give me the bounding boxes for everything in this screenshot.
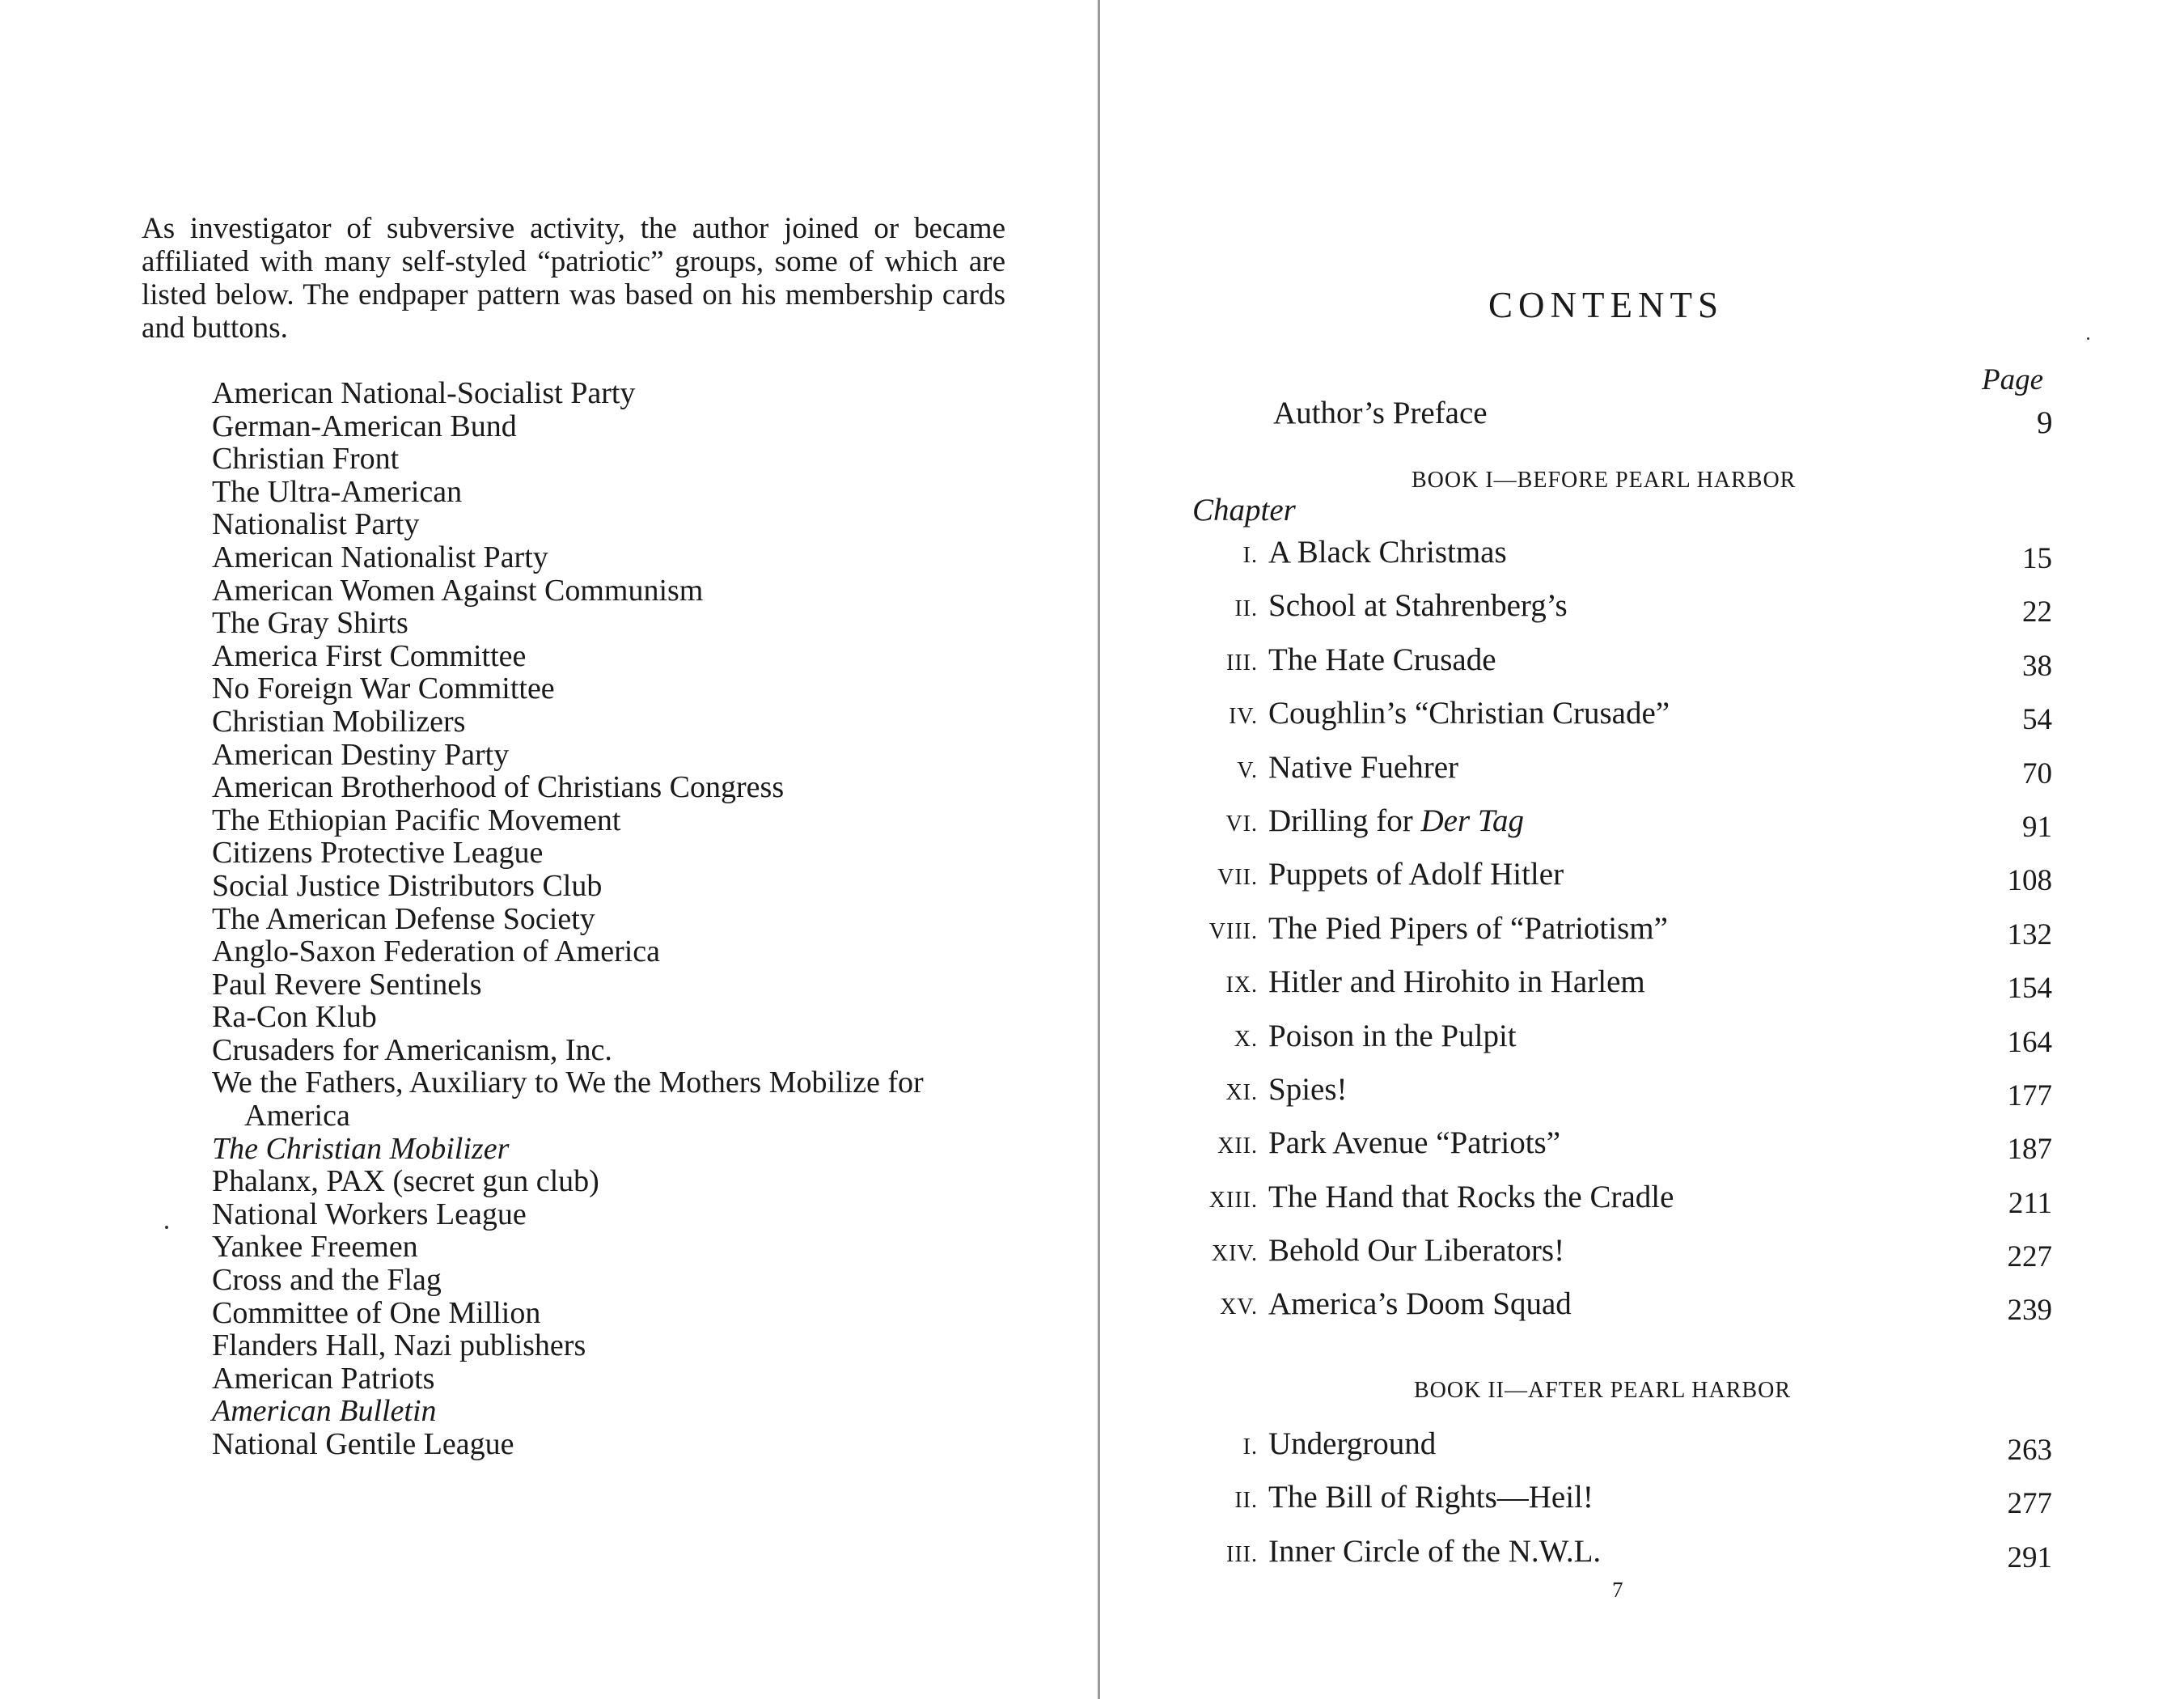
group-item: American Women Against Communism xyxy=(212,573,704,608)
chapter-title: Underground xyxy=(1268,1426,1437,1461)
chapter-title-italic: Der Tag xyxy=(1420,803,1524,838)
group-item: The American Defense Society xyxy=(212,901,595,936)
chapter-number: X. xyxy=(1234,1026,1258,1052)
toc-entry xyxy=(1165,1177,2059,1231)
chapter-number: V. xyxy=(1237,757,1258,783)
group-item: National Gentile League xyxy=(212,1427,514,1461)
chapter-number: XV. xyxy=(1220,1294,1258,1320)
group-item: Ra-Con Klub xyxy=(212,1000,377,1035)
toc-entry xyxy=(1165,909,2059,962)
speck-mark xyxy=(165,1226,168,1229)
book-1-chapter-list xyxy=(1165,532,2059,1338)
chapter-title: Coughlin’s “Christian Crusade” xyxy=(1268,696,1670,731)
toc-entry xyxy=(1165,1070,2059,1123)
toc-entry xyxy=(1165,1477,2059,1531)
group-item: The Gray Shirts xyxy=(212,606,408,641)
preface-page-number: 9 xyxy=(2037,405,2053,440)
chapter-title: Hitler and Hirohito in Harlem xyxy=(1268,964,1645,1000)
toc-entry xyxy=(1165,640,2059,693)
chapter-title-text: Drilling for xyxy=(1268,803,1421,838)
chapter-title: America’s Doom Squad xyxy=(1268,1286,1572,1322)
chapter-number: XI. xyxy=(1225,1079,1258,1105)
chapter-page: 15 xyxy=(2022,542,2052,575)
group-item: No Foreign War Committee xyxy=(212,672,555,706)
chapter-title: The Hate Crusade xyxy=(1268,642,1496,677)
chapter-number: VII. xyxy=(1217,865,1258,891)
group-item xyxy=(212,1066,1021,1132)
group-item: American Bulletin xyxy=(212,1394,437,1429)
toc-entry xyxy=(1165,586,2059,639)
group-item: Anglo-Saxon Federation of America xyxy=(212,934,661,969)
group-item: The Ethiopian Pacific Movement xyxy=(212,803,621,837)
book-2-chapter-list xyxy=(1165,1424,2059,1585)
intro-paragraph: As investigator of subversive activity, the author joined or became affiliated with many self-styled “patriotic” groups, some of which are listed below. The endpaper pattern was based on his membership cards and buttons. xyxy=(142,212,1005,345)
chapter-page: 22 xyxy=(2022,595,2052,629)
book-1-heading: BOOK I—BEFORE PEARL HARBOR xyxy=(1412,468,1797,493)
chapter-title: The Bill of Rights—Heil! xyxy=(1268,1480,1594,1515)
chapter-number: XIII. xyxy=(1208,1187,1258,1213)
chapter-title: Inner Circle of the N.W.L. xyxy=(1268,1533,1602,1569)
chapter-title: Puppets of Adolf Hitler xyxy=(1268,857,1564,892)
group-item: National Workers League xyxy=(212,1197,527,1231)
chapter-title: The Pied Pipers of “Patriotism” xyxy=(1268,910,1668,946)
preface-title: Author’s Preface xyxy=(1273,396,1488,430)
chapter-page: 227 xyxy=(2007,1240,2052,1274)
group-item: Citizens Protective League xyxy=(212,836,544,871)
chapter-number: III. xyxy=(1226,650,1258,676)
chapter-page: 263 xyxy=(2007,1434,2052,1467)
group-item: Phalanx, PAX (secret gun club) xyxy=(212,1164,599,1199)
chapter-page: 211 xyxy=(2008,1186,2052,1220)
chapter-page: 277 xyxy=(2007,1487,2052,1521)
toc-entry xyxy=(1165,801,2059,854)
group-item: The Christian Mobilizer xyxy=(212,1131,510,1166)
chapter-page: 239 xyxy=(2007,1294,2052,1328)
chapter-page: 108 xyxy=(2007,864,2052,898)
group-item: Social Justice Distributors Club xyxy=(212,868,603,903)
groups-list xyxy=(212,377,1021,1461)
chapter-title: Poison in the Pulpit xyxy=(1268,1018,1517,1053)
group-item: Crusaders for Americanism, Inc. xyxy=(212,1032,612,1067)
group-item: Cross and the Flag xyxy=(212,1263,442,1298)
chapter-number: XIV. xyxy=(1211,1241,1258,1267)
group-item: German-American Bund xyxy=(212,409,517,443)
toc-entry xyxy=(1165,1231,2059,1284)
toc-entry xyxy=(1165,693,2059,747)
chapter-title: Spies! xyxy=(1268,1071,1348,1107)
toc-entry xyxy=(1165,1016,2059,1070)
group-item: Flanders Hall, Nazi publishers xyxy=(212,1328,586,1363)
chapter-number: II. xyxy=(1234,596,1258,622)
group-item: Christian Front xyxy=(212,442,400,477)
toc-entry xyxy=(1165,1284,2059,1337)
chapter-number: VI. xyxy=(1225,811,1258,837)
book-2-heading: BOOK II—AFTER PEARL HARBOR xyxy=(1414,1378,1791,1403)
chapter-page: 54 xyxy=(2022,703,2052,737)
group-item: American Brotherhood of Christians Congress xyxy=(212,770,785,805)
group-item: American Patriots xyxy=(212,1361,435,1396)
group-item: America First Committee xyxy=(212,638,527,673)
contents-title: CONTENTS xyxy=(1488,285,1724,325)
chapter-page: 132 xyxy=(2007,917,2052,951)
chapter-page: 291 xyxy=(2007,1540,2052,1574)
page-column-heading: Page xyxy=(1982,363,2044,396)
group-item: American National-Socialist Party xyxy=(212,376,636,410)
chapter-title: Park Avenue “Patriots” xyxy=(1268,1125,1561,1161)
group-item-continuation: America xyxy=(244,1099,350,1133)
chapter-number: IV. xyxy=(1229,704,1258,730)
chapter-number: III. xyxy=(1226,1541,1258,1567)
chapter-page: 164 xyxy=(2007,1025,2052,1059)
chapter-page: 91 xyxy=(2022,810,2052,844)
chapter-title: The Hand that Rocks the Cradle xyxy=(1268,1179,1674,1214)
chapter-page: 187 xyxy=(2007,1133,2052,1167)
page-folio: 7 xyxy=(1612,1578,1623,1602)
chapter-title: A Black Christmas xyxy=(1268,535,1507,570)
chapter-title: School at Stahrenberg’s xyxy=(1268,588,1568,624)
chapter-column-heading: Chapter xyxy=(1192,493,1296,527)
toc-entry xyxy=(1165,748,2059,801)
group-item: Christian Mobilizers xyxy=(212,704,466,739)
group-item: American Nationalist Party xyxy=(212,540,548,574)
group-item: Yankee Freemen xyxy=(212,1230,418,1265)
chapter-title: Native Fuehrer xyxy=(1268,749,1458,785)
chapter-number: I. xyxy=(1242,543,1258,568)
group-item: Committee of One Million xyxy=(212,1295,541,1330)
group-item-line: We the Fathers, Auxiliary to We the Mothers Mobilize for xyxy=(212,1066,924,1100)
chapter-page: 154 xyxy=(2007,972,2052,1006)
toc-entry xyxy=(1165,854,2059,908)
toc-entry xyxy=(1165,962,2059,1015)
group-item: Nationalist Party xyxy=(212,507,420,542)
toc-entry xyxy=(1165,1123,2059,1176)
chapter-number: VIII. xyxy=(1208,918,1258,944)
chapter-number: IX. xyxy=(1225,972,1258,998)
chapter-title: Behold Our Liberators! xyxy=(1268,1233,1565,1269)
chapter-page: 70 xyxy=(2022,756,2052,790)
chapter-number: XII. xyxy=(1217,1133,1258,1159)
chapter-number: II. xyxy=(1234,1488,1258,1514)
group-item: American Destiny Party xyxy=(212,737,510,772)
toc-entry xyxy=(1165,1424,2059,1477)
page-gutter xyxy=(1098,0,1100,1699)
group-item: The Ultra-American xyxy=(212,474,463,509)
chapter-page: 38 xyxy=(2022,649,2052,683)
speck-mark xyxy=(2087,337,2089,340)
group-item: Paul Revere Sentinels xyxy=(212,967,482,1002)
chapter-title xyxy=(1268,801,1524,841)
toc-entry xyxy=(1165,532,2059,586)
chapter-number: I. xyxy=(1242,1434,1258,1460)
chapter-page: 177 xyxy=(2007,1078,2052,1112)
